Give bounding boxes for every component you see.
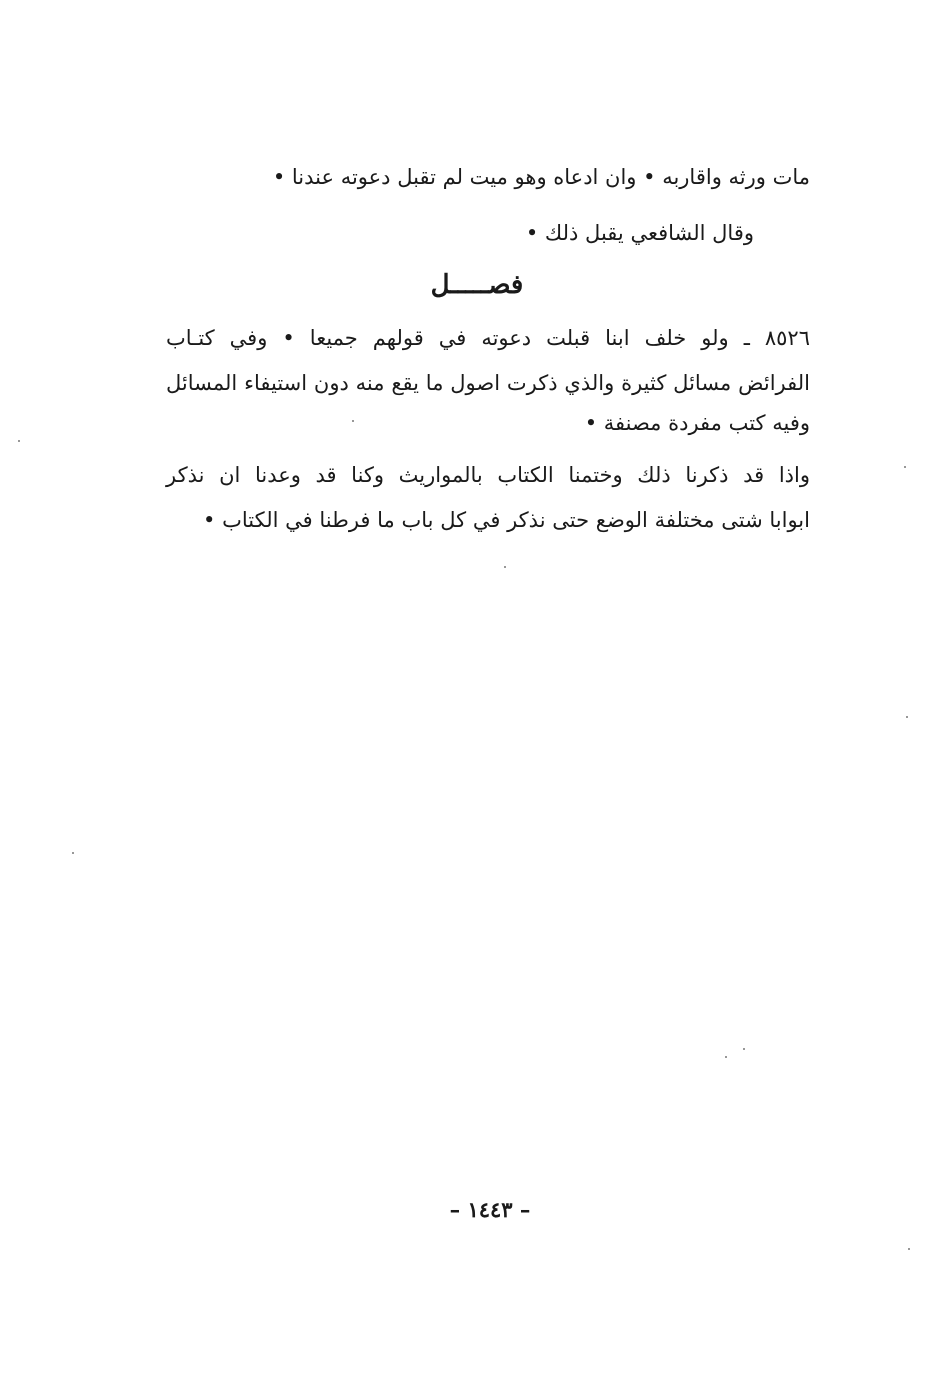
page-number: – ١٤٤٣ – — [449, 1197, 531, 1222]
paragraph-1-line-2: الفرائض مسائل كثيرة والذي ذكرت اصول ما يقع منه دون استيفاء المسائل — [166, 371, 810, 395]
scan-speck — [908, 1248, 910, 1250]
scan-speck — [725, 1056, 727, 1058]
scan-speck — [18, 440, 20, 442]
paragraph-2-line-2: ابوابا شتى مختلفة الوضع حتى نذكر في كل باب ما فرطنا في الكتاب • — [203, 508, 810, 532]
paragraph-1-line-3: وفيه كتب مفردة مصنفة • — [584, 411, 810, 435]
scan-speck — [504, 566, 506, 568]
scan-speck — [904, 466, 906, 468]
scan-speck — [906, 716, 908, 718]
section-heading: فصـــــل — [430, 270, 524, 300]
scan-speck — [743, 1048, 745, 1050]
scan-speck — [72, 852, 74, 854]
paragraph-2-line-1: واذا قد ذكرنا ذلك وختمنا الكتاب بالمواريث وكنا قد وعدنا ان نذكر — [166, 463, 810, 487]
scan-speck — [352, 420, 354, 422]
text-line-2: وقال الشافعي يقبل ذلك • — [525, 221, 754, 245]
text-line-1: مات ورثه واقاربه • وان ادعاه وهو ميت لم تقبل دعوته عندنا • — [272, 165, 810, 189]
paragraph-1-line-1: ٨٥٢٦ ـ ولو خلف ابنا قبلت دعوته في قولهم جميعا • وفي كتـاب — [166, 326, 810, 350]
